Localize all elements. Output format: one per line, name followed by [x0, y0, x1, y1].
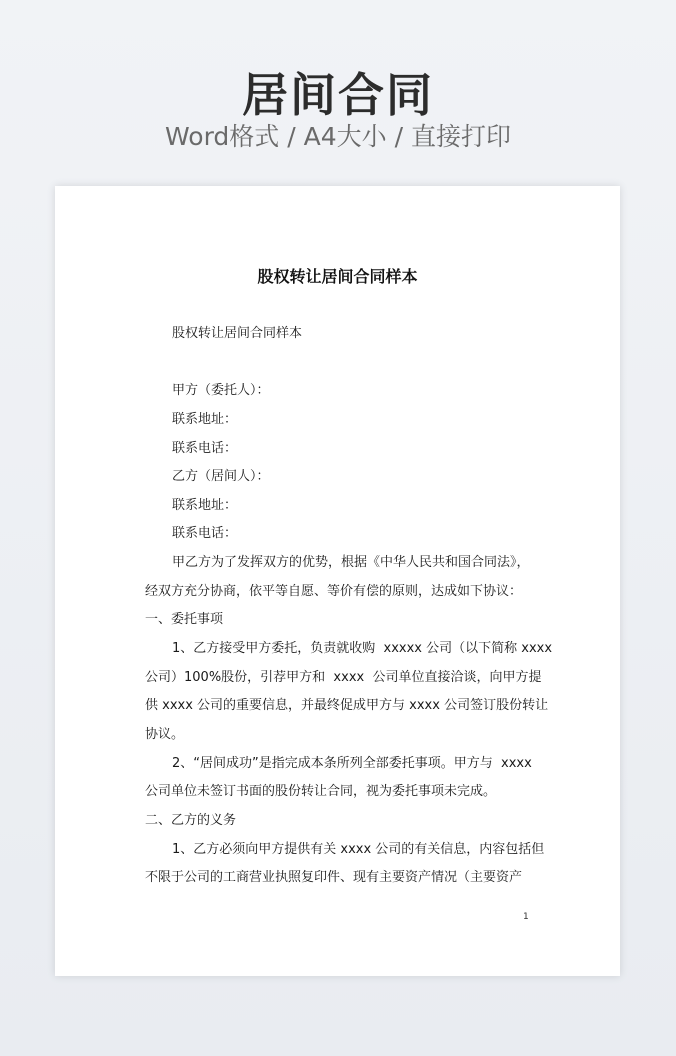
doc-line-party-b-phone: 联系电话： — [172, 526, 238, 541]
doc-line-party-b-address: 联系地址： — [172, 498, 238, 513]
doc-line-obligation-2: 不限于公司的工商营业执照复印件、现有主要资产情况（主要资产 — [145, 870, 523, 885]
doc-line-obligation-1: 1、乙方必须向甲方提供有关 xxxx 公司的有关信息，内容包括但 — [172, 842, 545, 857]
doc-line-clause-1-3: 供 xxxx 公司的重要信息，并最终促成甲方与 xxxx 公司签订股份转让 — [145, 698, 549, 713]
doc-line-party-a-phone: 联系电话： — [172, 441, 238, 456]
document-title: 股权转让居间合同样本 — [257, 267, 418, 286]
banner-title: 居间合同 — [242, 68, 434, 122]
doc-line-preamble-1: 甲乙方为了发挥双方的优势，根据《中华人民共和国合同法》， — [172, 555, 530, 570]
doc-line-clause-1-4: 协议。 — [145, 727, 185, 742]
doc-line-clause-2-2: 公司单位未签订书面的股份转让合同，视为委托事项未完成。 — [145, 784, 497, 799]
doc-line-clause-1-2: 公司）100%股份，引荐甲方和 xxxx 公司单位直接洽谈，向甲方提 — [145, 670, 542, 685]
doc-section-heading-1: 一、委托事项 — [145, 612, 224, 627]
doc-line-heading: 股权转让居间合同样本 — [172, 326, 303, 341]
doc-line-clause-1-1: 1、乙方接受甲方委托，负责就收购 xxxxx 公司（以下简称 xxxx — [172, 641, 553, 656]
doc-line-preamble-2: 经双方充分协商，依平等自愿、等价有偿的原则，达成如下协议： — [145, 584, 523, 599]
page-number: 1 — [523, 912, 529, 922]
document-page — [55, 186, 620, 976]
doc-line-party-b: 乙方（居间人）： — [172, 469, 270, 484]
doc-line-clause-2-1: 2、“居间成功”是指完成本条所列全部委托事项。甲方与 xxxx — [172, 756, 532, 771]
doc-line-party-a: 甲方（委托人）： — [172, 383, 270, 398]
doc-line-party-a-address: 联系地址： — [172, 412, 238, 427]
banner-subtitle: Word格式 / A4大小 / 直接打印 — [165, 122, 511, 151]
doc-section-heading-2: 二、乙方的义务 — [145, 813, 237, 828]
